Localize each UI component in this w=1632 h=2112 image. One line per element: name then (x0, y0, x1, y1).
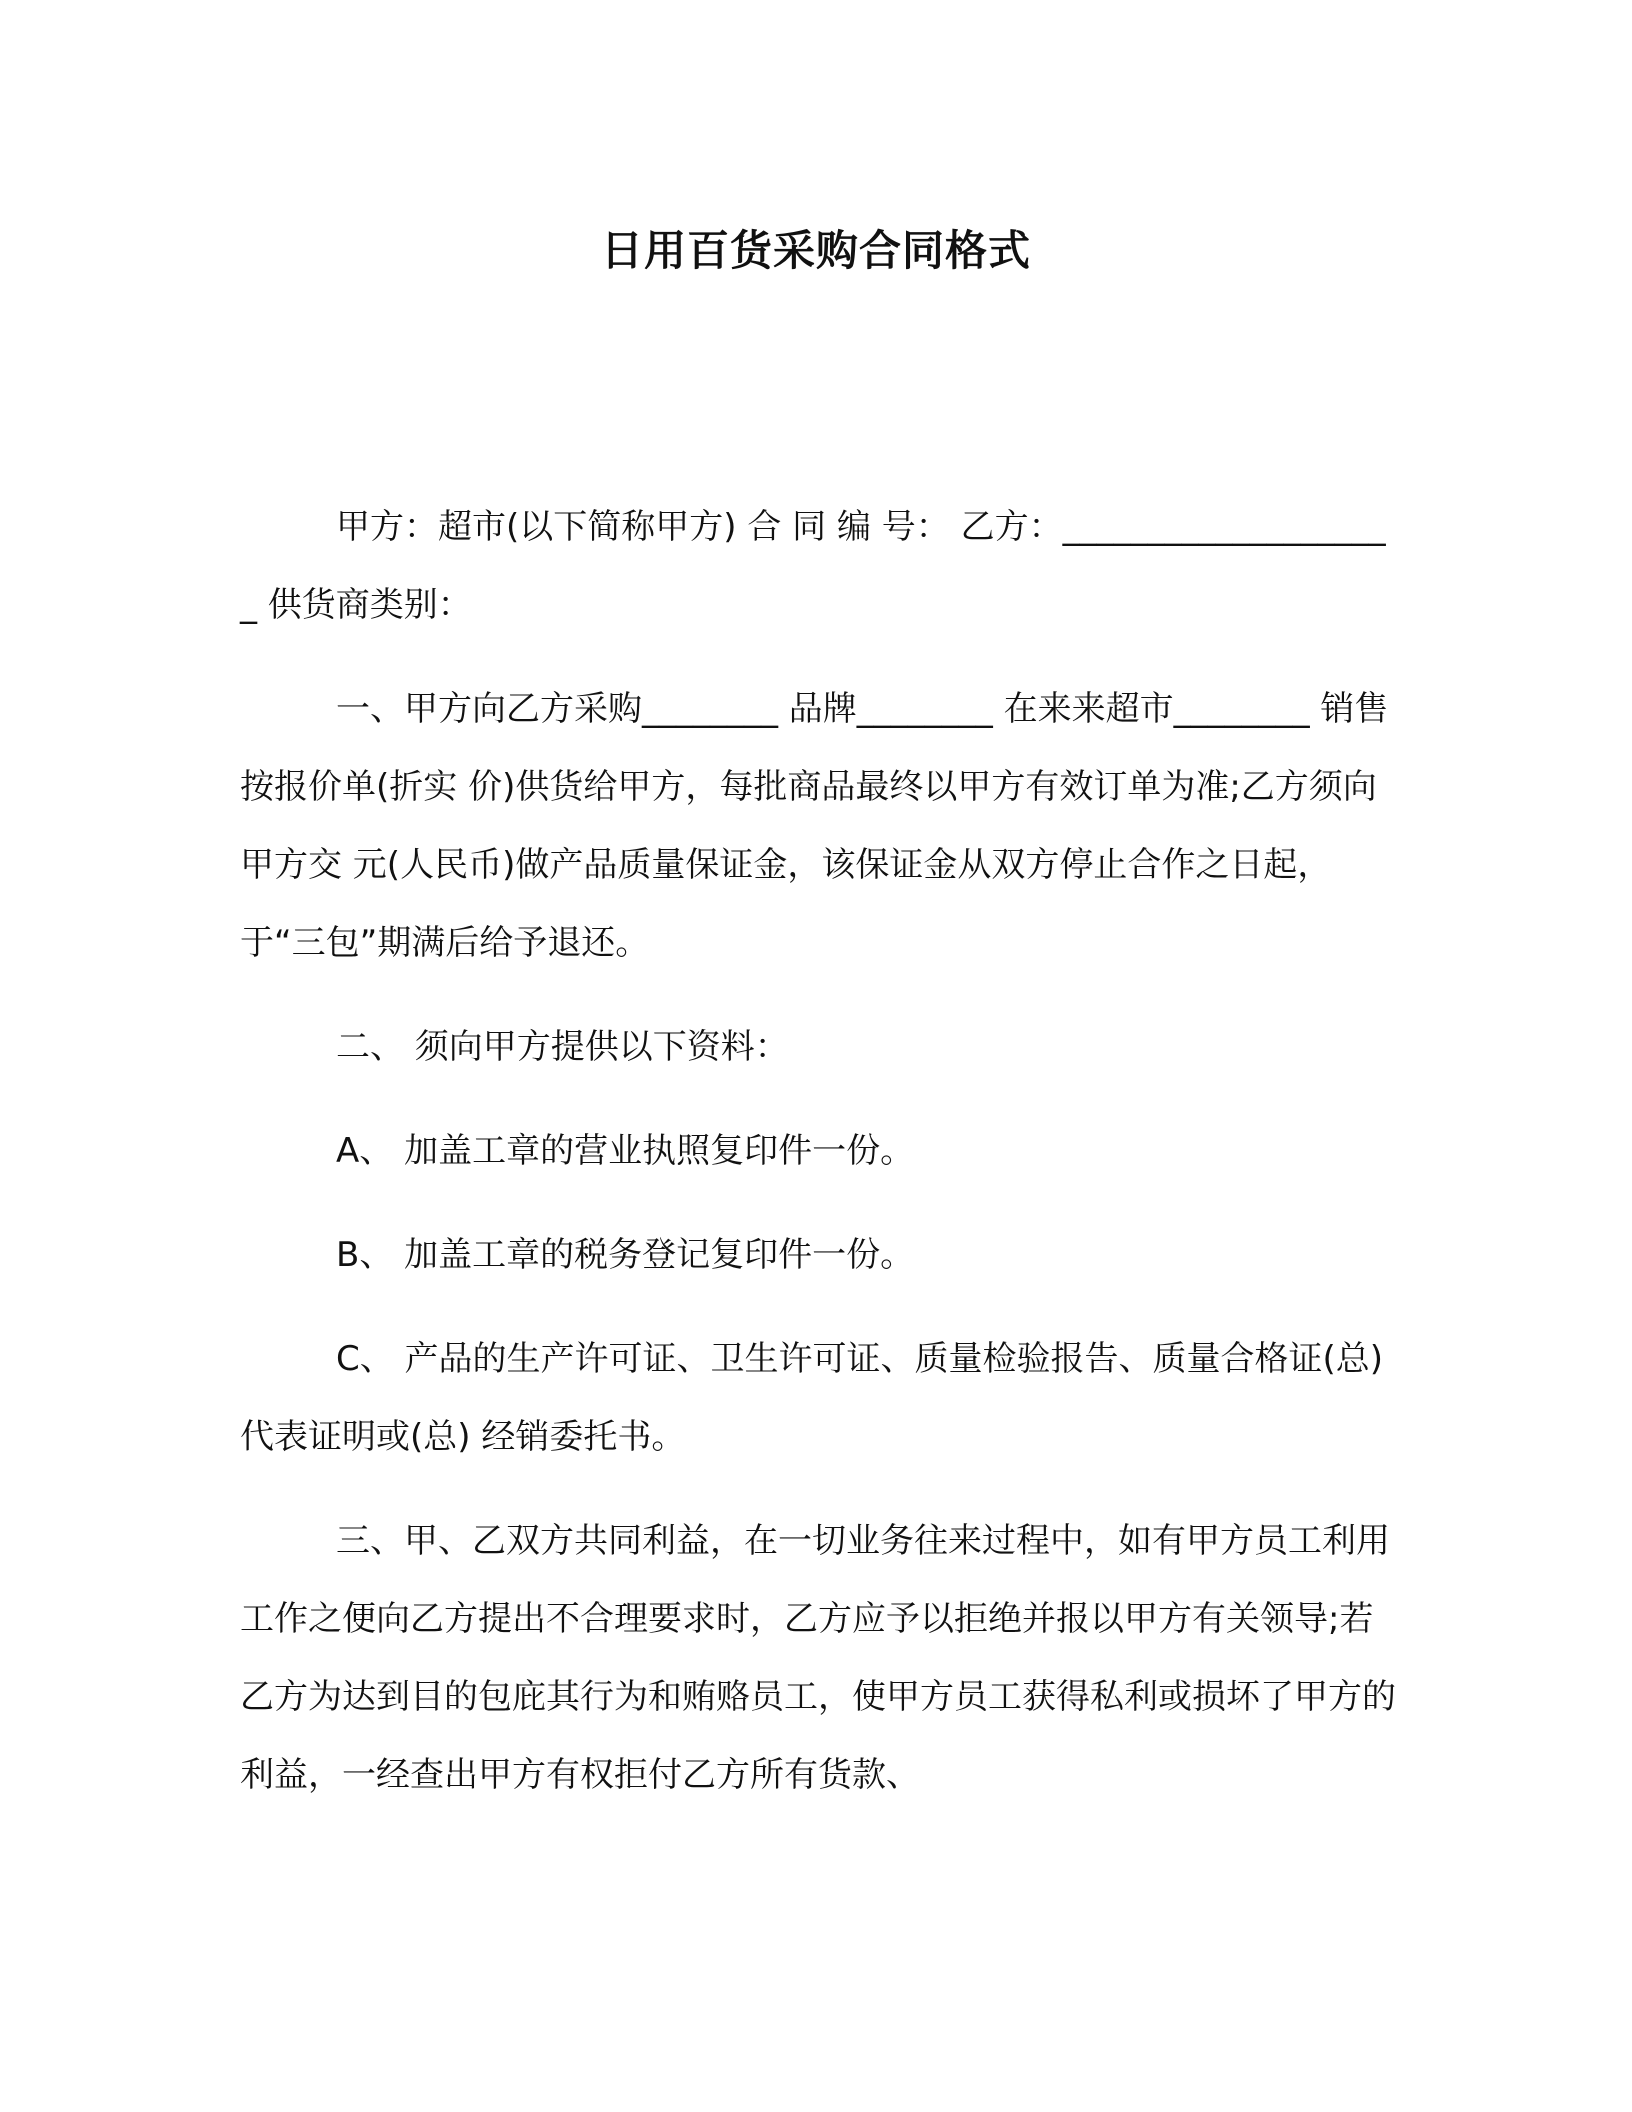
clause-two-item-a: A、 加盖工章的营业执照复印件一份。 (336, 1131, 915, 1171)
document-body (240, 488, 1400, 1814)
document-title: 日用百货采购合同格式 (600, 226, 1031, 275)
parties-paragraph: 甲方：超市(以下简称甲方) 合 同 编 号： 乙方：____________________ 供货商类别： (240, 507, 1386, 625)
clause-two-item-b: B、 加盖工章的税务登记复印件一份。 (336, 1235, 915, 1275)
clause-one-paragraph: 一、甲方向乙方采购________ 品牌________ 在来来超市________ 销售按报价单(折实 价)供货给甲方，每批商品最终以甲方有效订单为准;乙方须向甲方交 元(人民币)做产品质量保证金，该保证金从双方停止合作之日起，于“三包”期满后给予退还。 (240, 689, 1389, 963)
clause-three-paragraph: 三、甲、乙双方共同利益，在一切业务往来过程中，如有甲方员工利用工作之便向乙方提出不合理要求时，乙方应予以拒绝并报以甲方有关领导;若乙方为达到目的包庇其行为和贿赂员工，使甲方员工获得私利或损坏了甲方的利益，一经查出甲方有权拒付乙方所有货款、 (240, 1521, 1396, 1795)
clause-two-item-c: C、 产品的生产许可证、卫生许可证、质量检验报告、质量合格证(总)代表证明或(总) 经销委托书。 (240, 1339, 1384, 1457)
clause-two-heading: 二、 须向甲方提供以下资料： (336, 1027, 789, 1067)
